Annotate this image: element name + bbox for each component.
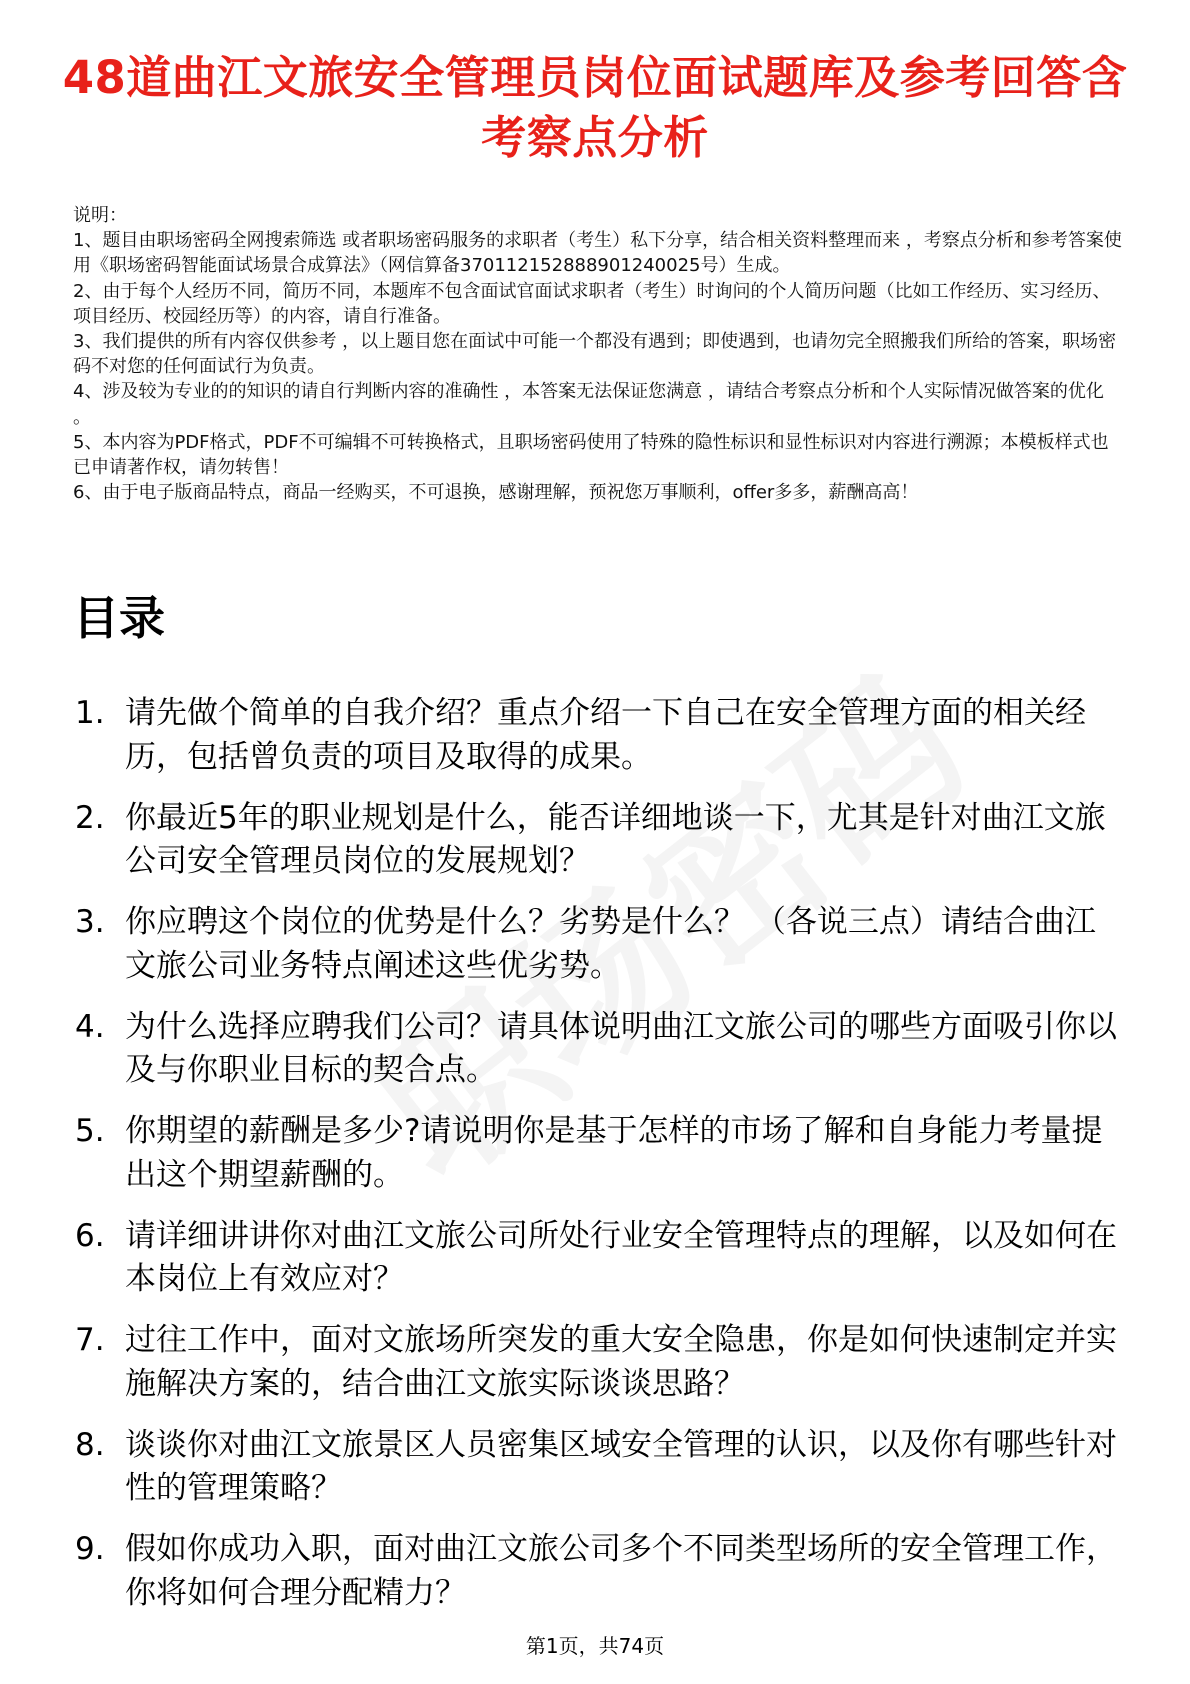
toc-item-number: 2. — [75, 799, 105, 836]
document-title: 48道曲江文旅安全管理员岗位面试题库及参考回答含考察点分析 — [62, 51, 1128, 164]
toc-item-number: 6. — [75, 1217, 105, 1254]
toc-item-number: 7. — [75, 1322, 105, 1358]
note-item: 1、题目由职场密码全网搜索筛选 或者职场密码服务的求职者（考生）私下分享，结合相关资料整理而来 ，考察点分析和参考答案使用《职场密码智能面试场景合成算法》（网信算备370112152888901240025号）生成。 — [73, 230, 1122, 277]
note-item: 4、涉及较为专业的的知识的请自行判断内容的准确性 ，本答案无法保证您满意 ，请结合考察点分析和个人实际情况做答案的优化 。 — [73, 381, 1104, 428]
toc-item[interactable] — [73, 1319, 1123, 1406]
page-footer: 第1页，共74页 — [525, 1634, 665, 1658]
toc-item-number: 3. — [75, 904, 105, 940]
toc-item[interactable] — [73, 1110, 1123, 1197]
toc-item-text: 过往工作中，面对文旅场所突发的重大安全隐患，你是如何快速制定并实施解决方案的，结合曲江文旅实际谈谈思路？ — [125, 1322, 1117, 1402]
toc-item[interactable] — [73, 901, 1123, 988]
toc-item-number: 9. — [75, 1531, 105, 1567]
toc-item[interactable] — [73, 1215, 1123, 1302]
note-item: 3、我们提供的所有内容仅供参考 ，以上题目您在面试中可能一个都没有遇到；即使遇到，也请勿完全照搬我们所给的答案，职场密码不对您的任何面试行为负责。 — [73, 331, 1117, 378]
toc-item-number: 8. — [75, 1426, 105, 1463]
note-item: 6、由于电子版商品特点，商品一经购买，不可退换，感谢理解，预祝您万事顺利，offer多多，薪酬高高！ — [73, 482, 919, 504]
toc-item-text: 谈谈你对曲江文旅景区人员密集区域安全管理的认识，以及你有哪些针对性的管理策略？ — [125, 1426, 1117, 1506]
toc-item-text: 你最近5年的职业规划是什么，能否详细地谈一下，尤其是针对曲江文旅公司安全管理员岗位的发展规划？ — [125, 799, 1106, 879]
toc-item-text: 你应聘这个岗位的优势是什么？劣势是什么？ （各说三点）请结合曲江文旅公司业务特点阐述这些优劣势。 — [125, 904, 1096, 984]
toc-item[interactable] — [73, 797, 1123, 884]
toc-item[interactable] — [73, 1528, 1123, 1615]
toc-item-text: 你期望的薪酬是多少?请说明你是基于怎样的市场了解和自身能力考量提出这个期望薪酬的。 — [125, 1113, 1103, 1193]
toc-heading: 目录 — [73, 591, 165, 645]
disclaimer-notes — [73, 203, 1123, 505]
toc-item[interactable] — [73, 692, 1123, 779]
toc-item-number: 5. — [75, 1113, 105, 1149]
toc-item-text: 为什么选择应聘我们公司？请具体说明曲江文旅公司的哪些方面吸引你以及与你职业目标的契合点。 — [125, 1008, 1117, 1088]
notes-heading: 说明： — [73, 205, 127, 226]
toc-item-text: 假如你成功入职，面对曲江文旅公司多个不同类型场所的安全管理工作，你将如何合理分配精力？ — [125, 1531, 1117, 1611]
toc-item[interactable] — [73, 1006, 1123, 1093]
toc-item[interactable] — [73, 1424, 1123, 1511]
note-item: 5、本内容为PDF格式，PDF不可编辑不可转换格式，且职场密码使用了特殊的隐性标识和显性标识对内容进行溯源；本模板样式也已申请著作权，请勿转售！ — [73, 431, 1109, 479]
toc-item-text: 请详细讲讲你对曲江文旅公司所处行业安全管理特点的理解，以及如何在本岗位上有效应对？ — [125, 1217, 1117, 1297]
toc-item-number: 1. — [75, 695, 105, 731]
note-item: 2、由于每个人经历不同，简历不同，本题库不包含面试官面试求职者（考生）时询问的个人简历问题（比如工作经历、实习经历、项目经历、校园经历等）的内容，请自行准备。 — [73, 280, 1111, 327]
toc-list — [73, 692, 1123, 1633]
toc-item-number: 4. — [75, 1008, 105, 1045]
toc-item-text: 请先做个简单的自我介绍？重点介绍一下自己在安全管理方面的相关经历，包括曾负责的项目及取得的成果。 — [125, 695, 1086, 775]
